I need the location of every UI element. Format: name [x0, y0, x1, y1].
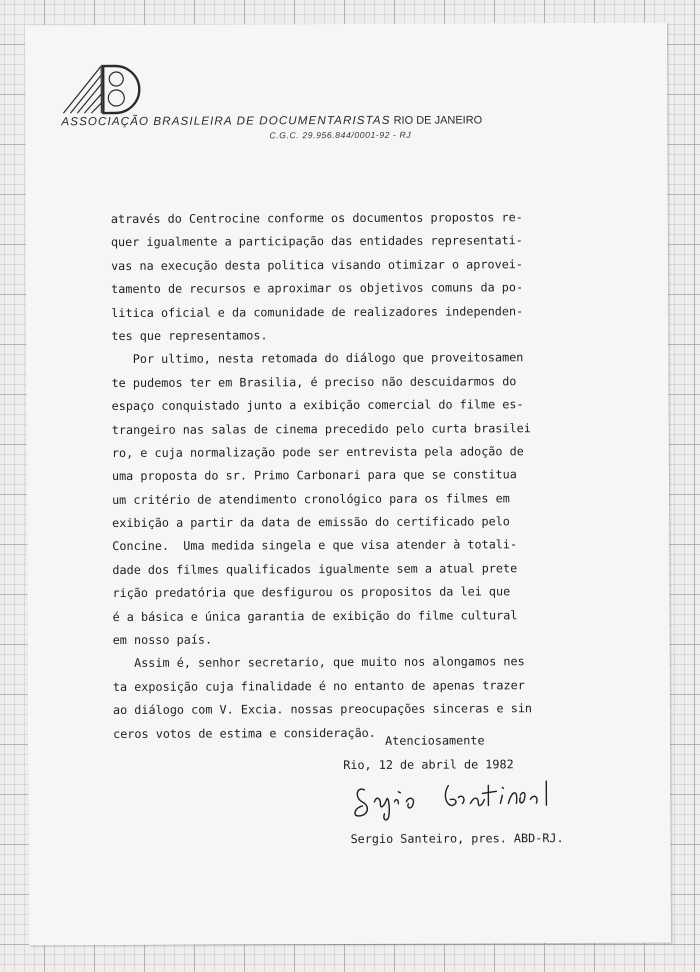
body-line: através do Centrocine conforme os documentos propostos re-	[110, 210, 523, 227]
body-line: Assim é, senhor secretario, que muito nos alongamos nes	[112, 654, 525, 671]
place-and-date: Rio, 12 de abril de 1982	[343, 757, 514, 773]
closing-salutation: Atenciosamente	[385, 733, 485, 748]
handwritten-signature	[350, 775, 600, 824]
body-line: Por ultimo, nesta retomada do diálogo que proveitosamen	[111, 350, 524, 367]
body-line: rição predatória que desfigurou os propositos da lei que	[112, 584, 511, 601]
body-line: uma proposta do sr. Primo Carbonari para que se constitua	[111, 467, 517, 484]
body-line: tes que representamos.	[111, 328, 268, 343]
body-line: dade dos filmes qualificados igualmente sem a atual prete	[112, 561, 518, 577]
body-line: quer igualmente a participação das entidades representati-	[110, 233, 523, 250]
body-line: espaço conquistado junto a exibição comercial do filme es-	[111, 397, 524, 414]
body-line: é a básica e única garantia de exibição do filme cultural	[112, 607, 518, 624]
body-line: ta exposição cuja finalidade é no entanto de apenas trazer	[112, 678, 525, 694]
letter-sheet	[25, 23, 671, 946]
organization-name	[61, 113, 482, 128]
body-line: tamento de recursos e aproximar os objetivos comuns da po-	[111, 280, 524, 297]
body-line: um critério de atendimento cronológico para os filmes em	[112, 490, 510, 507]
cgc-number: C.G.C. 29.956.844/0001-92 - RJ	[269, 129, 412, 141]
body-line: te pudemos ter em Brasilia, é preciso não descuidarmos do	[111, 373, 517, 390]
body-line: vas na execução desta politica visando otimizar o aprovei-	[111, 257, 524, 273]
body-line: trangeiro nas salas de cinema precedido pelo curta brasilei	[111, 420, 531, 437]
body-line: ceros votos de estima e consideração.	[113, 725, 376, 741]
abd-logo	[61, 63, 147, 115]
signer-name-title: Sergio Santeiro, pres. ABD-RJ.	[350, 831, 564, 846]
body-line: em nosso país.	[112, 632, 213, 648]
body-line: ao diálogo com V. Excia. nossas preocupações sinceras e sin	[112, 701, 533, 718]
body-line: Concine. Uma medida singela e que visa atender à totali-	[112, 537, 518, 554]
body-line: exibição a partir da data de emissão do certificado pelo	[112, 514, 510, 531]
organization-title: ASSOCIAÇÃO BRASILEIRA DE DOCUMENTARISTAS	[61, 113, 391, 129]
organization-city: RIO DE JANEIRO	[393, 114, 483, 127]
letter-body	[111, 206, 633, 746]
body-line: litica oficial e da comunidade de realizadores independen-	[111, 303, 524, 320]
body-line: ro, e cuja normalização pode ser entrevista pela adoção de	[111, 444, 524, 460]
